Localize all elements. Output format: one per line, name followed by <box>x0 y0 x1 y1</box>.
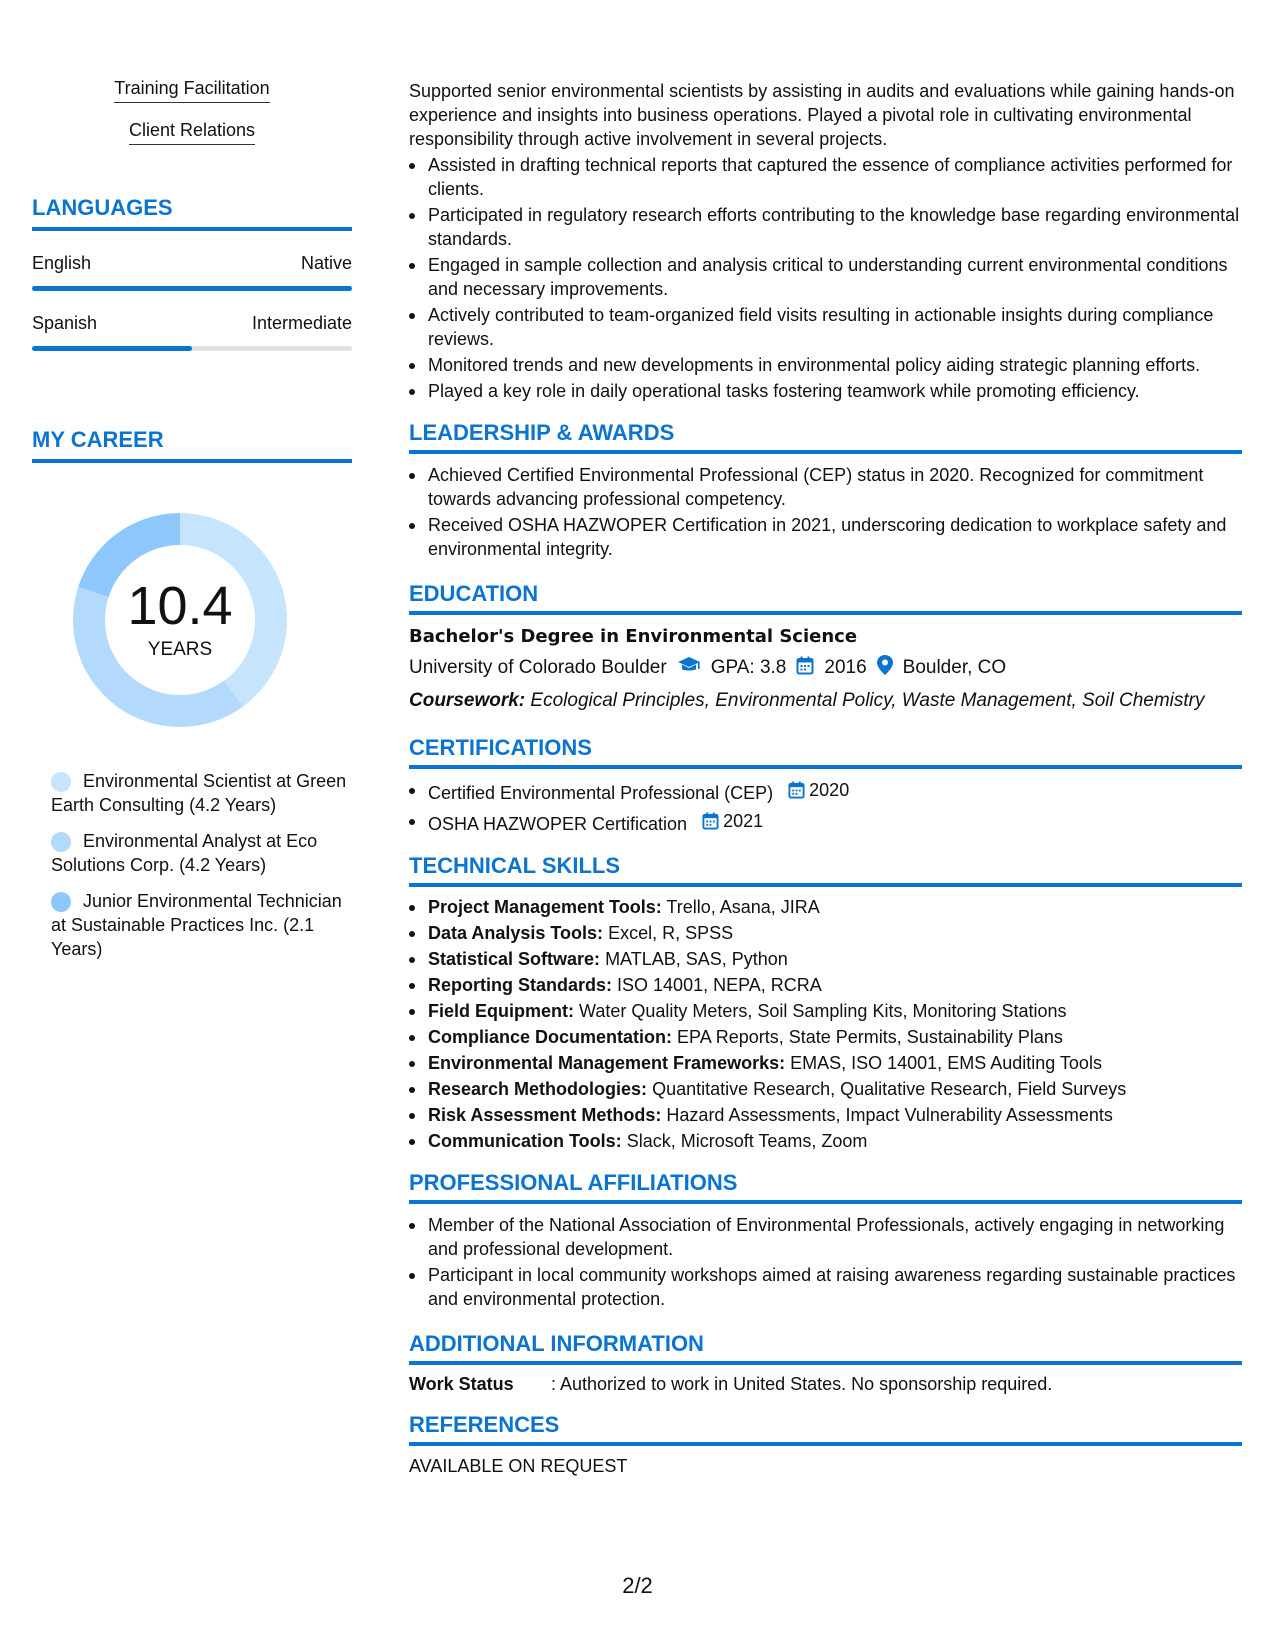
skill-tag: Training Facilitation <box>114 78 269 103</box>
sidebar <box>32 78 352 961</box>
career-legend-item <box>51 829 352 877</box>
coursework-label: Coursework: <box>409 690 526 711</box>
technical-skill-item <box>409 895 1242 919</box>
technical-skills-list <box>409 895 1242 1153</box>
skill-values: EMAS, ISO 14001, EMS Auditing Tools <box>790 1053 1102 1073</box>
skill-values: Hazard Assessments, Impact Vulnerability Assessments <box>666 1105 1113 1125</box>
skill-values: ISO 14001, NEPA, RCRA <box>617 975 822 995</box>
affiliation-item: Participant in local community workshops aimed at raising awareness regarding sustainable practices and environmental protection. <box>409 1263 1242 1311</box>
experience-bullet: Played a key role in daily operational tasks fostering teamwork while promoting efficiency. <box>409 379 1242 403</box>
calendar-icon <box>702 812 719 830</box>
skill-values: Quantitative Research, Qualitative Research, Field Surveys <box>652 1079 1127 1099</box>
technical-skill-item <box>409 1025 1242 1049</box>
school-name: University of Colorado Boulder <box>409 657 667 678</box>
certification-item <box>409 778 1242 805</box>
career-legend-item <box>51 889 352 961</box>
leadership-heading: LEADERSHIP & AWARDS <box>409 420 1242 454</box>
skill-category: Compliance Documentation: <box>428 1027 673 1047</box>
affiliation-item: Member of the National Association of Environmental Professionals, actively engaging in networking and professional development. <box>409 1213 1242 1261</box>
school-location: Boulder, CO <box>902 657 1007 678</box>
calendar-icon <box>788 781 805 799</box>
language-name: Spanish <box>32 313 98 333</box>
certification-name: Certified Environmental Professional (CEP) <box>428 783 774 803</box>
skill-category: Risk Assessment Methods: <box>428 1105 662 1125</box>
references-text: AVAILABLE ON REQUEST <box>409 1456 628 1476</box>
work-status-row <box>409 1374 1242 1395</box>
language-level: Intermediate <box>251 313 352 333</box>
location-pin-icon <box>877 655 893 681</box>
experience-bullet: Assisted in drafting technical reports that captured the essence of compliance activities performed for clients. <box>409 153 1242 201</box>
certifications-heading: CERTIFICATIONS <box>409 735 1242 769</box>
technical-skill-item <box>409 1051 1242 1075</box>
experience-bullet: Actively contributed to team-organized field visits resulting in actionable insights during compliance reviews. <box>409 303 1242 351</box>
career-legend-label: Environmental Scientist at Green Earth Consulting (4.2 Years) <box>51 771 347 815</box>
skill-category: Project Management Tools: <box>428 897 662 917</box>
skill-values: Slack, Microsoft Teams, Zoom <box>626 1131 868 1151</box>
language-level: Native <box>300 253 352 273</box>
language-item <box>32 313 352 351</box>
coursework-list: Ecological Principles, Environmental Policy, Waste Management, Soil Chemistry <box>530 690 1205 711</box>
education-heading: EDUCATION <box>409 581 1242 615</box>
page-number: 2/2 <box>622 1573 653 1598</box>
work-status-value: : Authorized to work in United States. No sponsorship required. <box>551 1374 1053 1394</box>
experience-bullet: Monitored trends and new developments in environmental policy aiding strategic planning efforts. <box>409 353 1242 377</box>
calendar-icon <box>796 656 814 681</box>
skill-values: Excel, R, SPSS <box>608 923 734 943</box>
experience-bullet: Participated in regulatory research efforts contributing to the knowledge base regarding environmental standards. <box>409 203 1242 251</box>
legend-dot-icon <box>51 892 71 912</box>
technical-skill-item <box>409 973 1242 997</box>
certification-year: 2021 <box>723 811 764 831</box>
language-bar-fill <box>32 286 352 291</box>
career-legend-label: Environmental Analyst at Eco Solutions Corp. (4.2 Years) <box>51 831 318 875</box>
certification-item <box>409 809 1242 836</box>
leadership-list <box>409 463 1242 561</box>
language-name: English <box>32 253 92 273</box>
technical-skill-item <box>409 921 1242 945</box>
skill-category: Data Analysis Tools: <box>428 923 604 943</box>
languages-heading: LANGUAGES <box>32 195 352 231</box>
legend-dot-icon <box>51 832 71 852</box>
language-bar-fill <box>32 346 192 351</box>
legend-dot-icon <box>51 772 71 792</box>
skill-values: Trello, Asana, JIRA <box>666 897 820 917</box>
coursework <box>409 689 1242 713</box>
main-column <box>409 79 1242 1477</box>
technical-skill-item <box>409 999 1242 1023</box>
certifications-list <box>409 778 1242 836</box>
affiliations-list <box>409 1213 1242 1311</box>
career-unit: YEARS <box>147 639 213 660</box>
skill-category: Statistical Software: <box>428 949 601 969</box>
career-total: 10.4 <box>127 576 233 636</box>
technical-skills-heading: TECHNICAL SKILLS <box>409 853 1242 887</box>
language-item <box>32 253 352 291</box>
education-meta <box>409 655 1242 681</box>
skill-category: Communication Tools: <box>428 1131 622 1151</box>
experience-bullets <box>409 153 1242 403</box>
skills-list <box>32 78 352 145</box>
language-bar <box>32 286 352 291</box>
skill-category: Field Equipment: <box>428 1001 574 1021</box>
leadership-item: Achieved Certified Environmental Professional (CEP) status in 2020. Recognized for commitment towards advancing professional competency. <box>409 463 1242 511</box>
experience-summary: Supported senior environmental scientists by assisting in audits and evaluations while gaining hands-on experience and insights into business operations. Played a pivotal role in cultivating environmental responsibility through active involvement in several projects. <box>409 81 1235 149</box>
language-bar <box>32 346 352 351</box>
career-legend-item <box>51 769 352 817</box>
work-status-label: Work Status <box>409 1374 514 1394</box>
technical-skill-item <box>409 1077 1242 1101</box>
references-heading: REFERENCES <box>409 1412 1242 1446</box>
skill-category: Research Methodologies: <box>428 1079 648 1099</box>
skill-tag: Client Relations <box>129 120 255 145</box>
degree-title: Bachelor's Degree in Environmental Science <box>409 626 858 647</box>
skill-category: Environmental Management Frameworks: <box>428 1053 786 1073</box>
affiliations-heading: PROFESSIONAL AFFILIATIONS <box>409 1170 1242 1204</box>
leadership-item: Received OSHA HAZWOPER Certification in 2021, underscoring dedication to workplace safety and environmental integrity. <box>409 513 1242 561</box>
graduation-year: 2016 <box>824 657 867 678</box>
career-legend <box>32 769 352 961</box>
skill-category: Reporting Standards: <box>428 975 613 995</box>
career-donut <box>67 507 293 733</box>
skill-values: EPA Reports, State Permits, Sustainability Plans <box>677 1027 1063 1047</box>
certification-name: OSHA HAZWOPER Certification <box>428 814 688 834</box>
graduation-cap-icon <box>677 656 701 680</box>
skill-values: Water Quality Meters, Soil Sampling Kits, Monitoring Stations <box>579 1001 1067 1021</box>
certification-year: 2020 <box>809 780 850 800</box>
gpa: GPA: 3.8 <box>710 657 787 678</box>
experience-bullet: Engaged in sample collection and analysis critical to understanding current environmental conditions and necessary improvements. <box>409 253 1242 301</box>
skill-values: MATLAB, SAS, Python <box>605 949 788 969</box>
technical-skill-item <box>409 1129 1242 1153</box>
technical-skill-item <box>409 947 1242 971</box>
technical-skill-item <box>409 1103 1242 1127</box>
career-legend-label: Junior Environmental Technician at Sustainable Practices Inc. (2.1 Years) <box>51 891 342 959</box>
additional-info-heading: ADDITIONAL INFORMATION <box>409 1331 1242 1365</box>
career-heading: MY CAREER <box>32 427 352 463</box>
